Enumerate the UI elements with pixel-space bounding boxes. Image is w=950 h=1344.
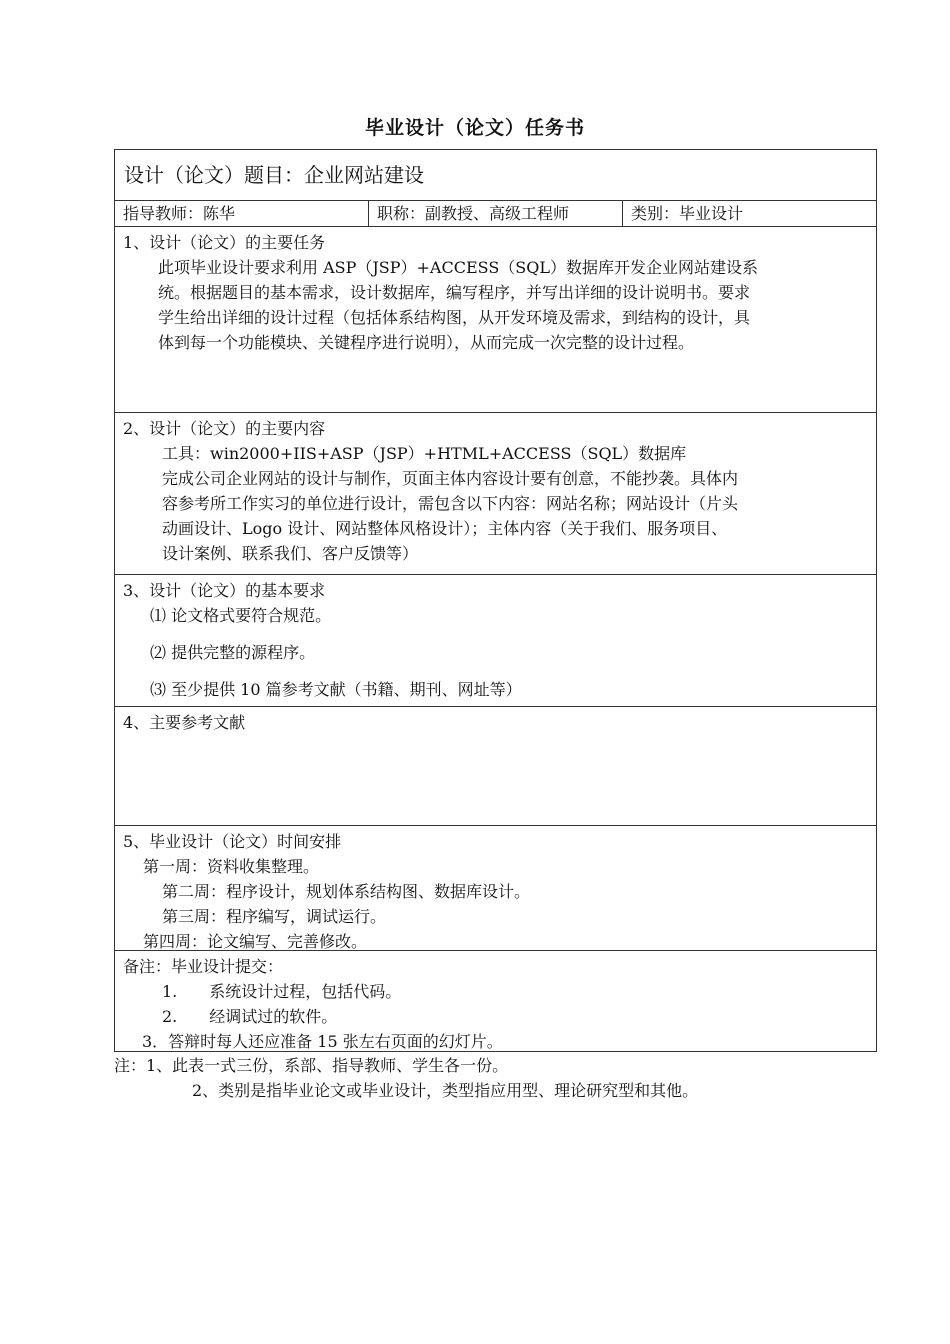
paragraph-line: 容参考所工作实习的单位进行设计，需包含以下内容：网站名称；网站设计（片头: [162, 494, 739, 513]
section-heading: 备注：毕业设计提交：: [123, 957, 284, 976]
list-item: 第一周：资料收集整理。: [143, 857, 320, 876]
section-heading: 2、设计（论文）的主要内容: [123, 419, 326, 438]
paragraph-line: 工具：win2000+IIS+ASP（JSP）+HTML+ACCESS（SQL）数据库: [162, 444, 687, 463]
topic-text: 设计（论文）题目：企业网站建设: [124, 163, 424, 187]
requirement-list: [150, 603, 868, 702]
list-item: ⑶ 至少提供 10 篇参考文献（书籍、期刊、网址等）: [150, 680, 522, 699]
footnotes: [114, 1053, 698, 1103]
list-item: 第二周：程序设计，规划体系结构图、数据库设计。: [162, 882, 531, 901]
list-item: 第三周：程序编写，调试运行。: [162, 907, 387, 926]
document-title: 毕业设计（论文）任务书: [364, 117, 585, 139]
paragraph-line: 设计案例、联系我们、客户反馈等）: [162, 544, 419, 563]
category-cell: 类别：毕业设计: [631, 204, 744, 223]
topic-row: [115, 150, 876, 201]
paragraph-line: 统。根据题目的基本需求，设计数据库，编写程序，并写出详细的设计说明书。要求: [158, 283, 751, 302]
section-heading: 1、设计（论文）的主要任务: [123, 233, 326, 252]
paragraph-line: 体到每一个功能模块、关键程序进行说明），从而完成一次完整的设计过程。: [158, 333, 695, 352]
list-item: 2. 经调试过的软件。: [162, 1007, 338, 1026]
advisor-cell: 指导教师：陈华: [115, 201, 369, 227]
list-item: ⑵ 提供完整的源程序。: [150, 643, 316, 662]
section-references: [115, 707, 876, 826]
section-basic-requirements: [115, 575, 876, 707]
list-item: 1. 系统设计过程，包括代码。: [162, 982, 402, 1001]
paragraph-line: 动画设计、Logo 设计、网站整体风格设计）；主体内容（关于我们、服务项目、: [162, 519, 728, 538]
section-heading: 3、设计（论文）的基本要求: [123, 581, 326, 600]
section-paragraph: [158, 255, 868, 355]
rank-cell: 职称：副教授、高级工程师: [369, 201, 623, 227]
section-paragraph: [162, 441, 868, 566]
list-item: 3．答辩时每人还应准备 15 张左右页面的幻灯片。: [142, 1032, 503, 1051]
list-item: 第四周：论文编写、完善修改。: [143, 932, 368, 951]
section-heading: 4、主要参考文献: [123, 713, 246, 732]
list-item: ⑴ 论文格式要符合规范。: [150, 606, 332, 625]
footnote-2: 2、类别是指毕业论文或毕业设计，类型指应用型、理论研究型和其他。: [192, 1081, 699, 1100]
paragraph-line: 完成公司企业网站的设计与制作，页面主体内容设计要有创意，不能抄袭。具体内: [162, 469, 739, 488]
section-schedule: [115, 826, 876, 951]
section-heading: 5、毕业设计（论文）时间安排: [123, 832, 342, 851]
section-remarks: [115, 951, 876, 1051]
paragraph-line: 学生给出详细的设计过程（包括体系结构图，从开发环境及需求，到结构的设计，具: [158, 308, 751, 327]
meta-row: [115, 201, 876, 227]
footnote-1: 注：1、此表一式三份，系部、指导教师、学生各一份。: [114, 1056, 509, 1075]
section-main-content: [115, 413, 876, 575]
paragraph-line: 此项毕业设计要求利用 ASP（JSP）+ACCESS（SQL）数据库开发企业网站建设系: [158, 258, 758, 277]
section-main-task: [115, 227, 876, 413]
task-form-table: [114, 149, 877, 1052]
